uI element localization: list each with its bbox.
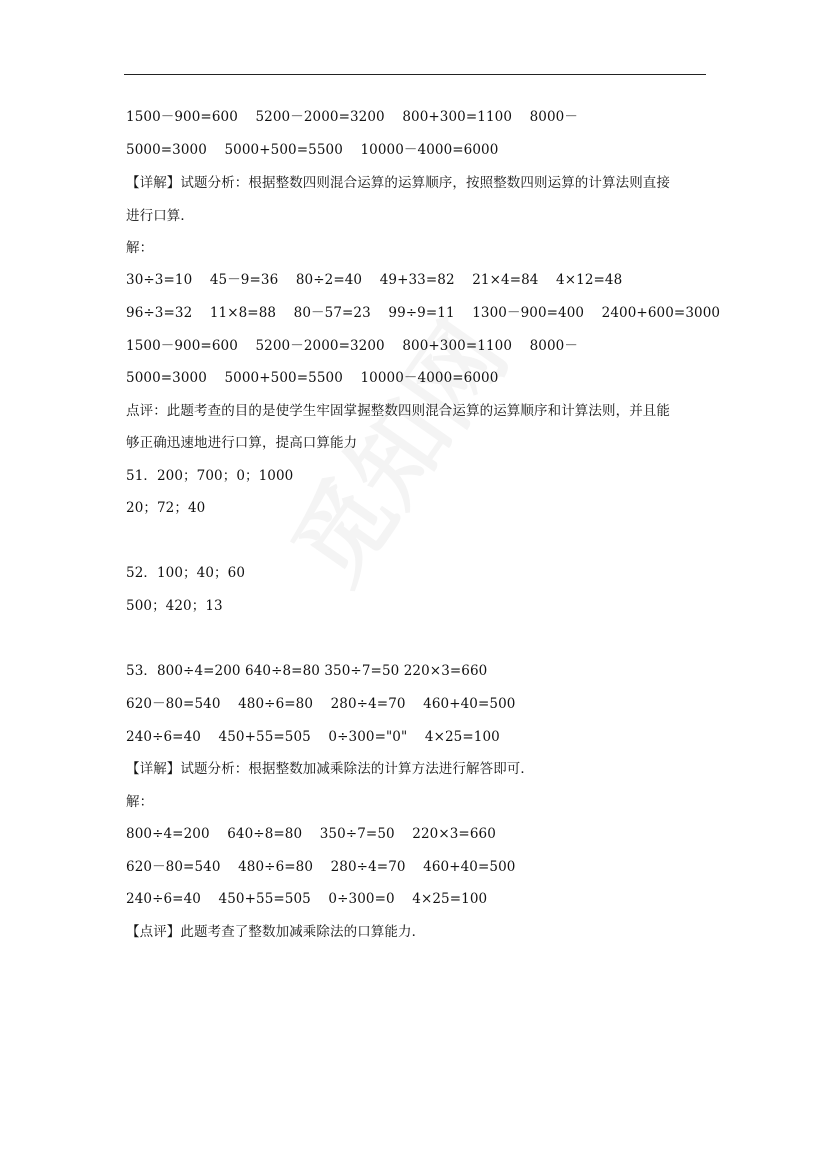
header-rule <box>124 74 706 75</box>
text-line-24: 【点评】此题考查了整数加减乘除法的口算能力． <box>126 924 426 940</box>
text-line-21: 800÷4=200 640÷8=80 350÷7=50 220×3=660 <box>126 826 496 842</box>
text-line-12: 51．200；700；0；1000 <box>126 468 294 484</box>
text-line-6: 30÷3=10 45－9=36 80÷2=40 49+33=82 21×4=84 4×12=48 <box>126 272 623 288</box>
text-line-13: 20；72；40 <box>126 500 206 516</box>
text-line-5: 解： <box>126 240 154 256</box>
text-line-8: 1500－900=600 5200－2000=3200 800+300=1100 8000－ <box>126 338 578 354</box>
text-line-15: 500；420；13 <box>126 598 223 614</box>
text-line-10: 点评：此题考查的目的是使学生牢固掌握整数四则混合运算的运算顺序和计算法则，并且能 <box>126 403 670 419</box>
text-line-3: 【详解】试题分析：根据整数四则混合运算的运算顺序，按照整数四则运算的计算法则直接 <box>126 175 670 191</box>
text-line-4: 进行口算． <box>126 208 194 224</box>
text-line-18: 240÷6=40 450+55=505 0÷300="0" 4×25=100 <box>126 729 500 745</box>
text-line-20: 解： <box>126 794 154 810</box>
text-line-16: 53．800÷4=200 640÷8=80 350÷7=50 220×3=660 <box>126 663 488 679</box>
text-line-2: 5000=3000 5000+500=5500 10000－4000=6000 <box>126 142 499 158</box>
text-line-22: 620－80=540 480÷6=80 280÷4=70 460+40=500 <box>126 859 516 875</box>
text-line-14: 52．100；40；60 <box>126 565 246 581</box>
text-line-1: 1500－900=600 5200－2000=3200 800+300=1100 8000－ <box>126 109 578 125</box>
text-line-9: 5000=3000 5000+500=5500 10000－4000=6000 <box>126 370 499 386</box>
text-line-23: 240÷6=40 450+55=505 0÷300=0 4×25=100 <box>126 891 488 907</box>
text-line-7: 96÷3=32 11×8=88 80－57=23 99÷9=11 1300－900=400 2400+600=3000 <box>126 305 721 321</box>
text-line-17: 620－80=540 480÷6=80 280÷4=70 460+40=500 <box>126 696 516 712</box>
text-line-19: 【详解】试题分析：根据整数加减乘除法的计算方法进行解答即可． <box>126 761 534 777</box>
text-line-11: 够正确迅速地进行口算，提高口算能力 <box>126 435 358 451</box>
